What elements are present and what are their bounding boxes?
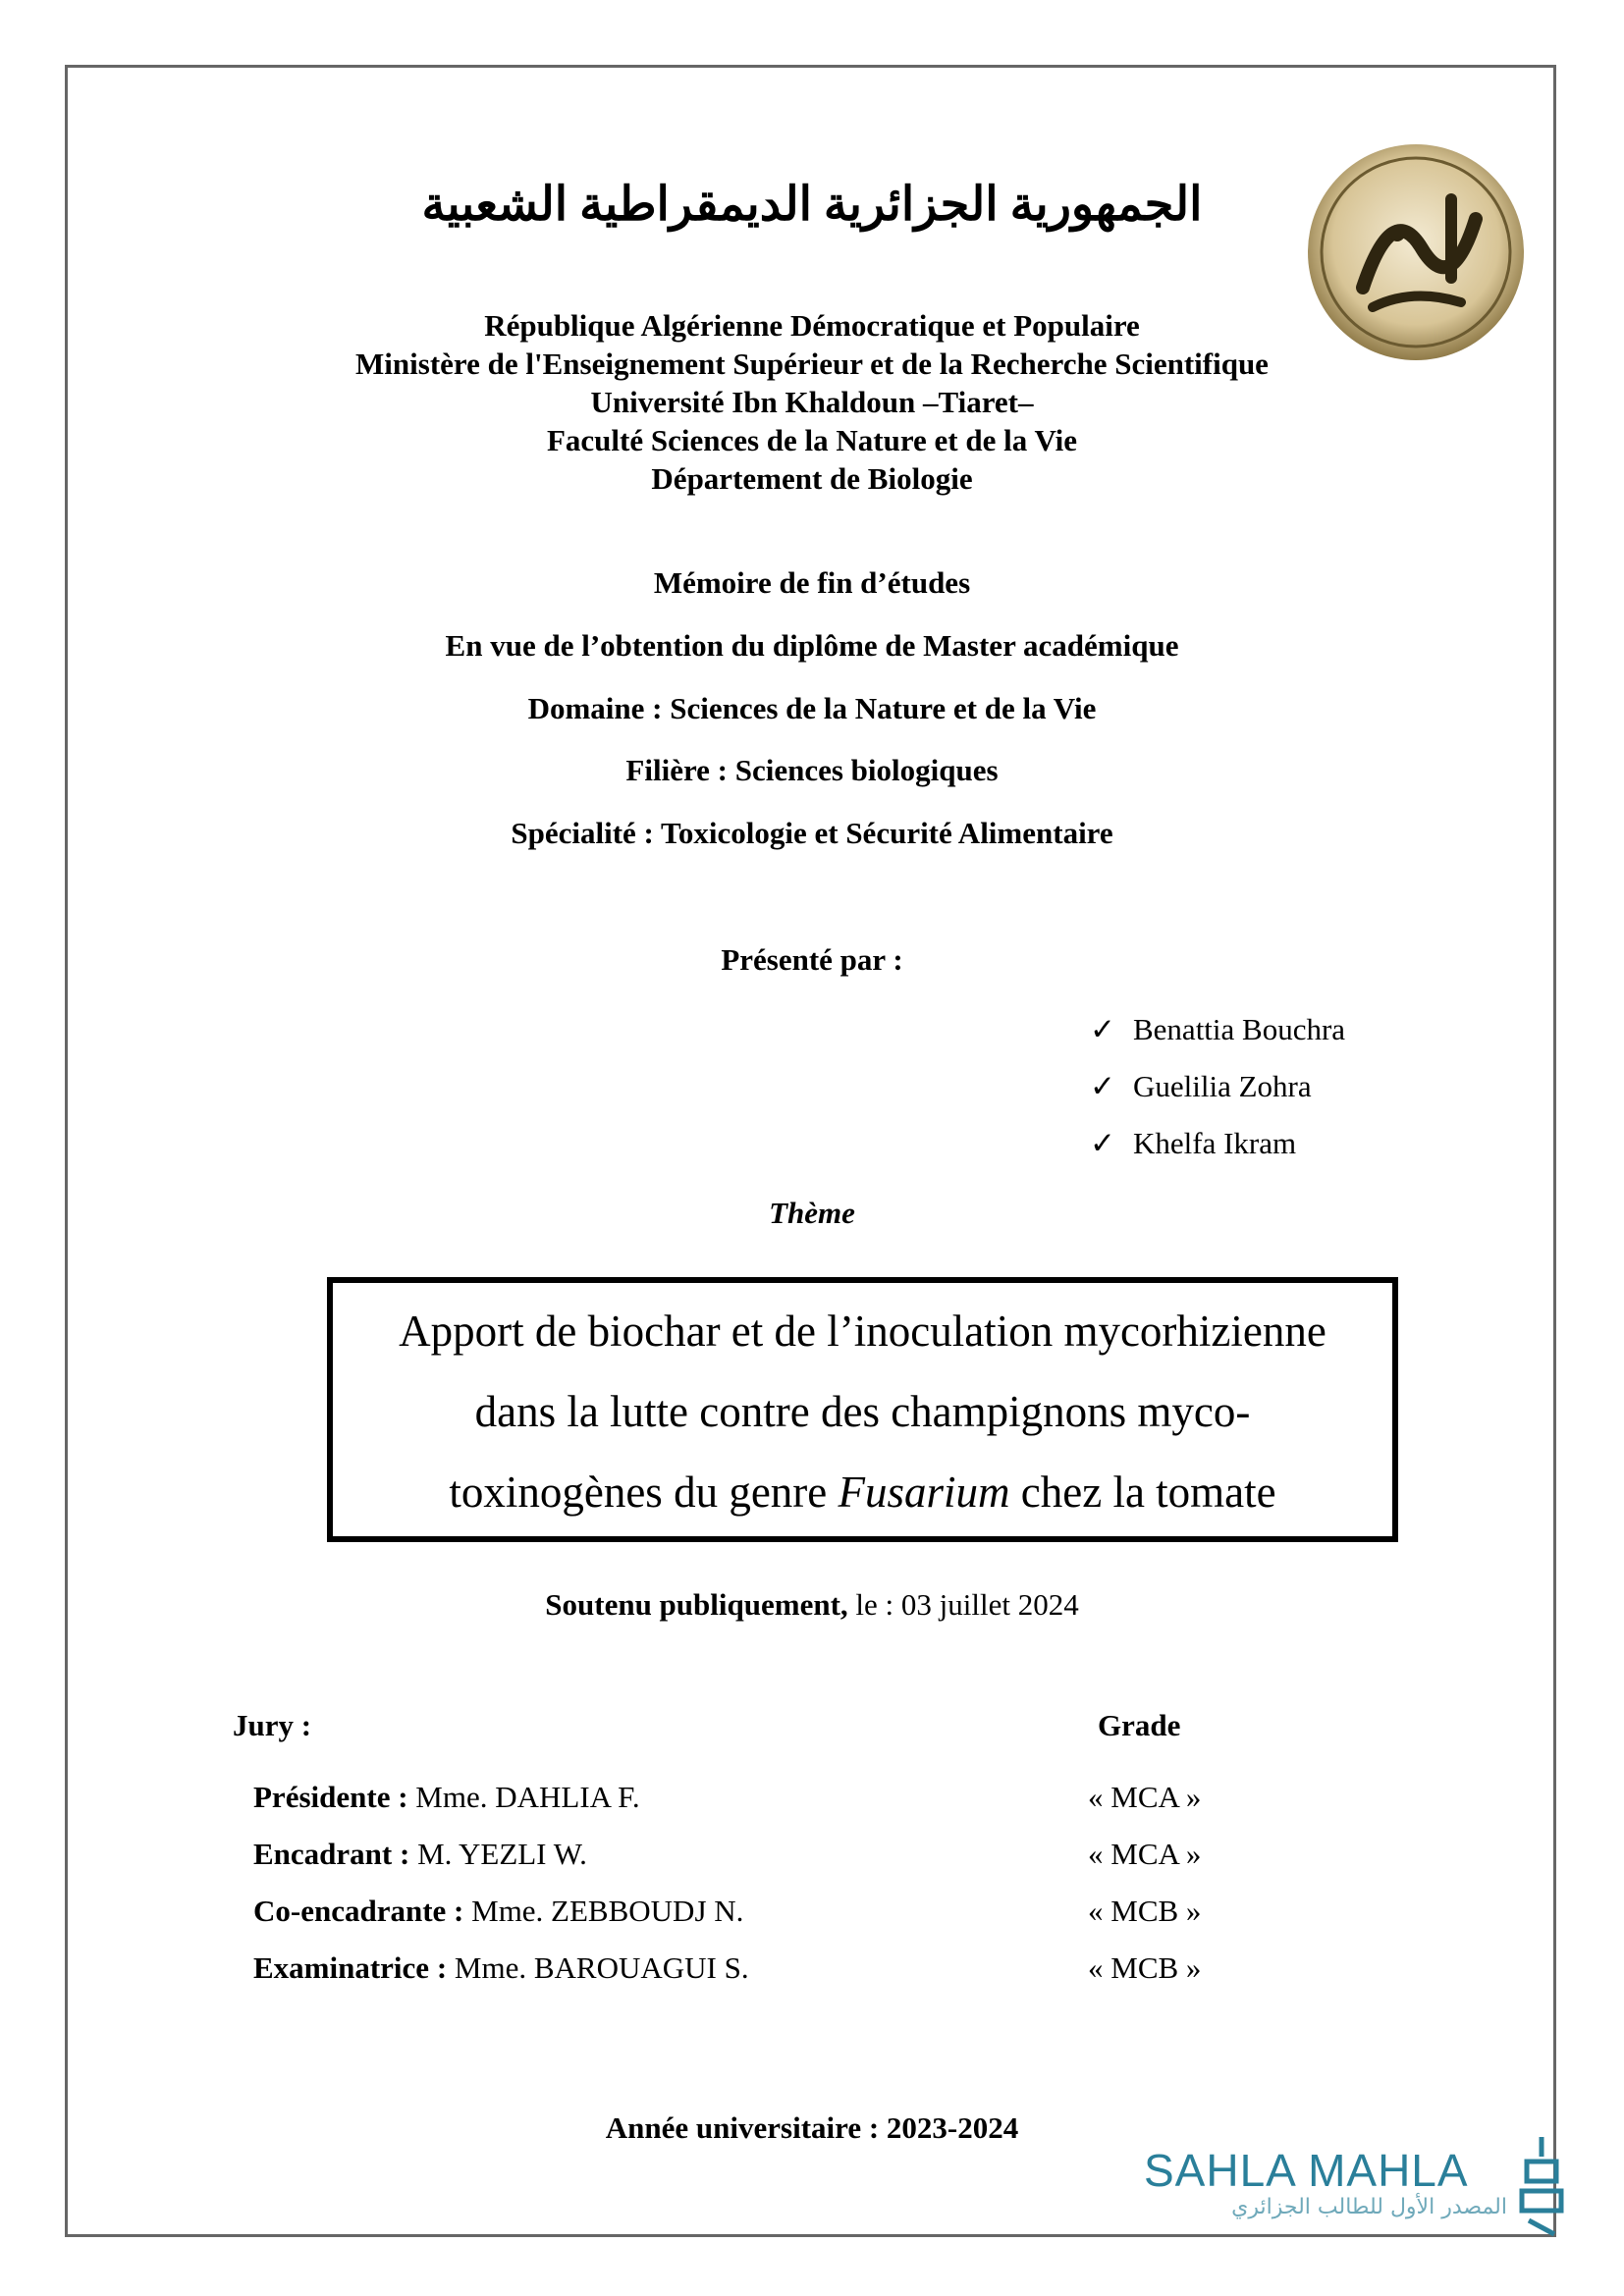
- list-item: [1090, 1115, 1345, 1172]
- theme-line-1: Apport de biochar et de l’inoculation mycorhizienne: [399, 1307, 1326, 1356]
- jury-role: Co-encadrante :: [253, 1894, 464, 1928]
- author-name: Benattia Bouchra: [1133, 1012, 1346, 1046]
- domaine-line: Domaine : Sciences de la Nature et de la Vie: [527, 691, 1097, 725]
- academic-year: Année universitaire : 2023-2024: [605, 2110, 1019, 2145]
- institution-header: [0, 306, 1624, 498]
- author-name: Khelfa Ikram: [1133, 1126, 1297, 1160]
- defense-date: le : 03 juillet 2024: [847, 1587, 1079, 1622]
- checkmark-icon: ✓: [1090, 1126, 1115, 1160]
- defense-line: [0, 1587, 1624, 1623]
- checkmark-icon: ✓: [1090, 1012, 1115, 1046]
- arabic-republic-title: الجمهورية الجزائرية الديمقراطية الشعبية: [421, 179, 1203, 231]
- presented-by-label: Présenté par :: [721, 942, 903, 977]
- specialite-line: Spécialité : Toxicologie et Sécurité Alimentaire: [511, 816, 1113, 850]
- memoire-title: Mémoire de fin d’études: [653, 565, 971, 600]
- jury-grade: « MCB »: [1088, 1950, 1202, 1985]
- authors-list: [1090, 1001, 1345, 1172]
- jury-grade: « MCA »: [1088, 1837, 1202, 1871]
- jury-member: [253, 1894, 743, 1929]
- jury-name: M. YEZLI W.: [409, 1837, 587, 1871]
- jury-member: [253, 1950, 749, 1986]
- defense-label: Soutenu publiquement,: [545, 1587, 848, 1622]
- jury-role: Encadrant :: [253, 1837, 410, 1871]
- jury-member: [253, 1780, 640, 1815]
- ministry-line: Ministère de l'Enseignement Supérieur et de la Recherche Scientifique: [355, 347, 1269, 381]
- genus-name: Fusarium: [838, 1468, 1010, 1517]
- jury-role: Présidente :: [253, 1780, 408, 1814]
- watermark-emblem-icon: [1517, 2132, 1566, 2240]
- university-line: Université Ibn Khaldoun –Tiaret–: [590, 385, 1034, 419]
- jury-name: Mme. BAROUAGUI S.: [447, 1950, 749, 1985]
- theme-box: [327, 1277, 1398, 1542]
- jury-name: Mme. DAHLIA F.: [407, 1780, 640, 1814]
- jury-label: Jury :: [233, 1708, 312, 1742]
- checkmark-icon: ✓: [1090, 1069, 1115, 1103]
- sahla-mahla-watermark: [1144, 2146, 1517, 2219]
- jury-grade: « MCB »: [1088, 1894, 1202, 1928]
- jury-role: Examinatrice :: [253, 1950, 448, 1985]
- department-line: Département de Biologie: [651, 461, 973, 496]
- theme-label: Thème: [769, 1196, 855, 1230]
- grade-label: Grade: [1098, 1708, 1181, 1742]
- author-name: Guelilia Zohra: [1133, 1069, 1312, 1103]
- theme-line-3: [333, 1452, 1392, 1532]
- jury-name: Mme. ZEBBOUDJ N.: [463, 1894, 744, 1928]
- republic-line: République Algérienne Démocratique et Populaire: [484, 308, 1140, 343]
- filiere-line: Filière : Sciences biologiques: [625, 753, 999, 787]
- jury-grade: « MCA »: [1088, 1780, 1202, 1814]
- watermark-brand: SAHLA MAHLA: [1144, 2145, 1469, 2196]
- list-item: [1090, 1001, 1345, 1058]
- faculty-line: Faculté Sciences de la Nature et de la Vie: [546, 423, 1078, 457]
- list-item: [1090, 1058, 1345, 1115]
- theme-line-3-start: toxinogènes du genre: [449, 1468, 839, 1517]
- watermark-tagline: المصدر الأول للطالب الجزائري: [1231, 2195, 1507, 2219]
- theme-line-3-end: chez la tomate: [1009, 1468, 1276, 1517]
- jury-member: [253, 1837, 587, 1872]
- diploma-objective: En vue de l’obtention du diplôme de Master académique: [445, 628, 1179, 663]
- theme-line-2: dans la lutte contre des champignons myco-: [474, 1387, 1251, 1436]
